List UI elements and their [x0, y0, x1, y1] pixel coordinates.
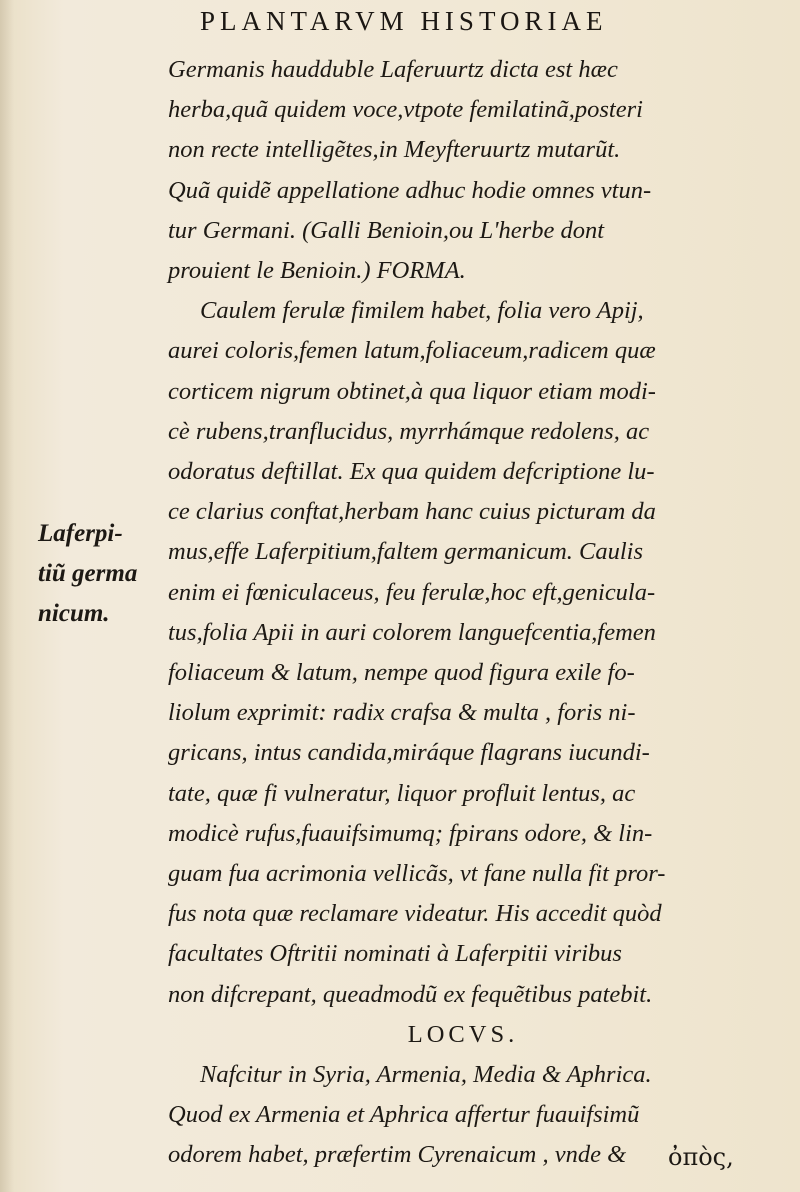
text-line: aurei coloris,femen latum,foliaceum,radicem quæ [168, 337, 656, 365]
text-line: tus,folia Apii in auri colorem languefcentia,femen [168, 618, 656, 646]
text-line: guam fua acrimonia vellicãs, vt fane nulla fit pror- [168, 860, 666, 888]
text-line: facultates Oftritii nominati à Laferpitii viribus [168, 940, 622, 968]
text-line: Caulem ferulæ fimilem habet, folia vero Apij, [200, 297, 644, 325]
margin-note-line: Laferpi- [38, 520, 123, 547]
text-line: Nafcitur in Syria, Armenia, Media & Aphrica. [200, 1061, 652, 1089]
text-line: Quod ex Armenia et Aphrica affertur fuauifsimũ [168, 1101, 640, 1129]
text-line: Germanis haudduble Laferuurtz dicta est hæc [168, 56, 618, 83]
text-line: Quã quidẽ appellatione adhuc hodie omnes vtun- [168, 176, 652, 204]
text-line: corticem nigrum obtinet,à qua liquor etiam modi- [168, 377, 656, 405]
text-line: herba,quã quidem voce,vtpote femilatinã,posteri [168, 96, 643, 124]
main-text-block [168, 50, 788, 1176]
text-line: non recte intelligẽtes,in Meyfteruurtz mutarũt. [168, 136, 621, 164]
gutter-shadow [0, 0, 14, 1192]
text-line: odorem habet, præfertim Cyrenaicum , vnde & [168, 1141, 627, 1169]
text-line: foliaceum & latum, nempe quod figura exile fo- [168, 659, 635, 687]
margin-note [38, 514, 168, 634]
margin-note-line: tiũ germa [38, 560, 138, 587]
section-heading-locus: LOCVS. [407, 1020, 519, 1048]
text-line: cè rubens,tranflucidus, myrrhámque redolens, ac [168, 417, 650, 445]
margin-note-line: nicum. [38, 600, 110, 627]
text-line: tate, quæ fi vulneratur, liquor profluit lentus, ac [168, 779, 636, 807]
text-line: odoratus deftillat. Ex qua quidem defcriptione lu- [168, 458, 655, 486]
text-line: non difcrepant, queadmodũ ex fequẽtibus patebit. [168, 980, 653, 1008]
text-line: gricans, intus candida,miráque flagrans iucundi- [168, 739, 650, 767]
text-line: fus nota quæ reclamare videatur. His accedit quòd [168, 900, 662, 928]
text-line: enim ei fœniculaceus, feu ferulæ,hoc eft,genicula- [168, 578, 656, 606]
text-line: prouient le Benioin.) FORMA. [168, 257, 466, 285]
text-line: liolum exprimit: radix crafsa & multa , foris ni- [168, 699, 636, 727]
text-line: mus,effe Laferpitium,faltem germanicum. Caulis [168, 538, 643, 566]
catchword: ὀπὸς, [668, 1143, 734, 1171]
text-line: tur Germani. (Galli Benioin,ou L'herbe dont [168, 216, 604, 244]
running-head: PLANTARVM HISTORIAE [200, 6, 608, 36]
text-line: modicè rufus,fuauifsimumq; fpirans odore, & lin- [168, 819, 653, 847]
text-line: ce clarius conftat,herbam hanc cuius picturam da [168, 498, 656, 526]
